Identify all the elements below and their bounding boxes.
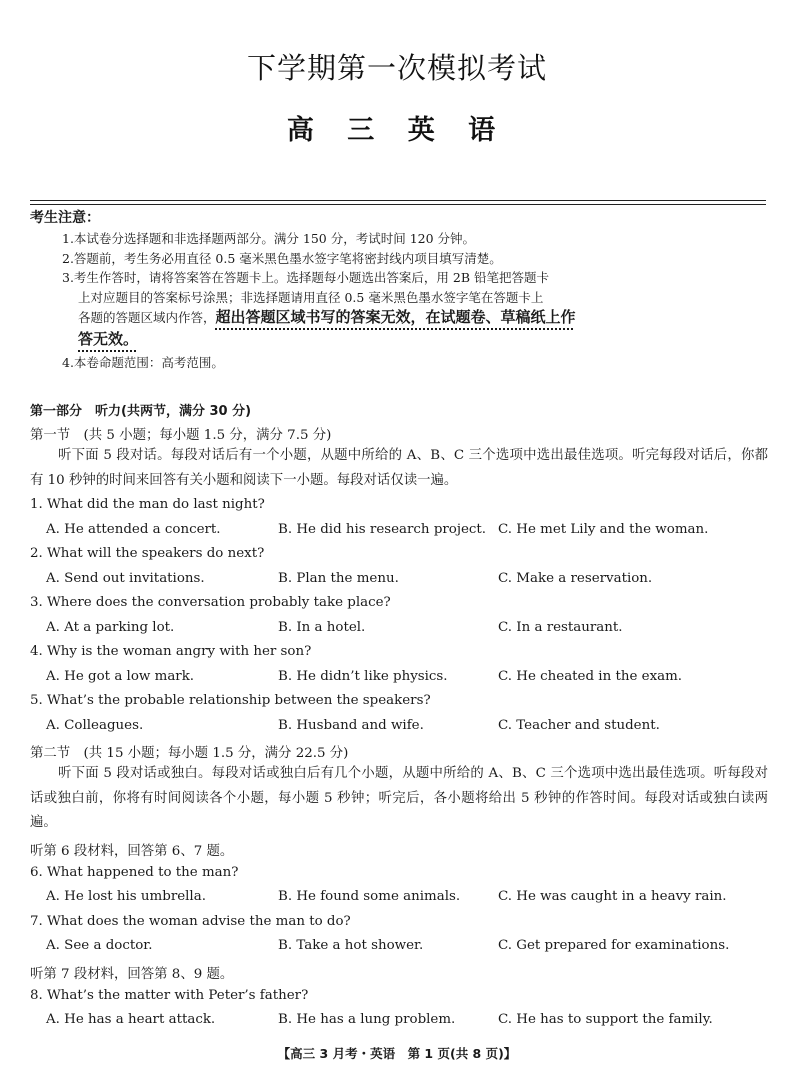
q4-option-b: B. He didn’t like physics. xyxy=(278,669,448,684)
section2-instructions: 听下面 5 段对话或独白。每段对话或独白后有几个小题，从题中所给的 A、B、C 三个选项中选出最佳选项。听每段对话或独白前，你将有时间阅读各个小题，每小题 5 秒钟；听完后，各小题将给出 5 秒钟的作答时间。每段对话或独白读两遍。 xyxy=(30,766,768,830)
q1-option-b: B. He did his research project. xyxy=(278,522,487,537)
q5-option-c: C. Teacher and student. xyxy=(498,718,660,733)
q8-option-c: C. He has to support the family. xyxy=(498,1012,713,1027)
notice-emphasis-1: 超出答题区域书写的答案无效，在试题卷、草稿纸上作 xyxy=(215,308,576,326)
top-rule-thin xyxy=(30,204,766,205)
question-2: 2. What will the speakers do next? xyxy=(30,546,265,561)
q7-option-b: B. Take a hot shower. xyxy=(278,938,424,953)
top-rule xyxy=(30,200,766,201)
page-footer: 【高三 3 月考・英语 第 1 页(共 8 页)】 xyxy=(277,1046,517,1061)
q6-option-c: C. He was caught in a heavy rain. xyxy=(498,889,727,904)
q3-option-b: B. In a hotel. xyxy=(278,620,366,635)
notice-item-3-line-3-prefix: 各题的答题区域内作答， xyxy=(78,310,216,325)
exam-subject: 高 三 英 语 xyxy=(286,115,508,146)
q2-option-b: B. Plan the menu. xyxy=(278,571,399,586)
q4-option-a: A. He got a low mark. xyxy=(46,669,195,684)
question-1: 1. What did the man do last night? xyxy=(30,497,265,512)
q8-option-a: A. He has a heart attack. xyxy=(46,1012,216,1027)
q6-option-a: A. He lost his umbrella. xyxy=(46,889,206,904)
q3-option-c: C. In a restaurant. xyxy=(498,620,623,635)
notice-item-3-line-1: 3.考生作答时，请将答案答在答题卡上。选择题每小题选出答案后，用 2B 铅笔把答题卡 xyxy=(62,270,550,285)
q4-option-c: C. He cheated in the exam. xyxy=(498,669,683,684)
q5-option-a: A. Colleagues. xyxy=(46,718,144,733)
q5-option-b: B. Husband and wife. xyxy=(278,718,424,733)
question-8: 8. What’s the matter with Peter’s father? xyxy=(30,988,309,1003)
question-6: 6. What happened to the man? xyxy=(30,865,239,880)
q3-option-a: A. At a parking lot. xyxy=(46,620,175,635)
notice-heading: 考生注意： xyxy=(30,210,100,226)
q7-option-c: C. Get prepared for examinations. xyxy=(498,938,730,953)
q1-option-c: C. He met Lily and the woman. xyxy=(498,522,709,537)
part1-heading: 第一部分 听力(共两节，满分 30 分) xyxy=(30,404,252,419)
notice-item-4: 4.本卷命题范围：高考范围。 xyxy=(62,355,224,370)
notice-item-3-line-4 xyxy=(78,329,138,350)
exam-title: 下学期第一次模拟考试 xyxy=(246,51,547,85)
notice-emphasis-2: 答无效。 xyxy=(78,330,139,348)
notice-item-3-line-3 xyxy=(78,307,576,328)
question-4: 4. Why is the woman angry with her son? xyxy=(30,644,312,659)
notice-item-2: 2.答题前，考生务必用直径 0.5 毫米黑色墨水签字笔将密封线内项目填写清楚。 xyxy=(62,251,502,266)
question-7: 7. What does the woman advise the man to do? xyxy=(30,914,351,929)
q8-option-b: B. He has a lung problem. xyxy=(278,1012,456,1027)
q7-option-a: A. See a doctor. xyxy=(46,938,153,953)
notice-item-1: 1.本试卷分选择题和非选择题两部分。满分 150 分，考试时间 120 分钟。 xyxy=(62,231,476,246)
q6-option-b: B. He found some animals. xyxy=(278,889,461,904)
q2-option-c: C. Make a reservation. xyxy=(498,571,653,586)
question-3: 3. Where does the conversation probably take place? xyxy=(30,595,391,610)
section2-heading: 第二节 (共 15 小题；每小题 1.5 分，满分 22.5 分) xyxy=(30,746,349,761)
q2-option-a: A. Send out invitations. xyxy=(46,571,205,586)
section1-instructions: 听下面 5 段对话。每段对话后有一个小题，从题中所给的 A、B、C 三个选项中选出最佳选项。听完每段对话后，你都有 10 秒钟的时间来回答有关小题和阅读下一小题。每段对话仅读一遍。 xyxy=(30,448,768,488)
q1-option-a: A. He attended a concert. xyxy=(46,522,221,537)
material-6-intro: 听第 6 段材料，回答第 6、7 题。 xyxy=(30,844,234,859)
notice-item-3-line-2: 上对应题目的答案标号涂黑；非选择题请用直径 0.5 毫米黑色墨水签字笔在答题卡上 xyxy=(78,290,544,305)
question-5: 5. What’s the probable relationship between the speakers? xyxy=(30,693,431,708)
section1-heading: 第一节 (共 5 小题；每小题 1.5 分，满分 7.5 分) xyxy=(30,428,332,443)
material-7-intro: 听第 7 段材料，回答第 8、9 题。 xyxy=(30,967,234,982)
